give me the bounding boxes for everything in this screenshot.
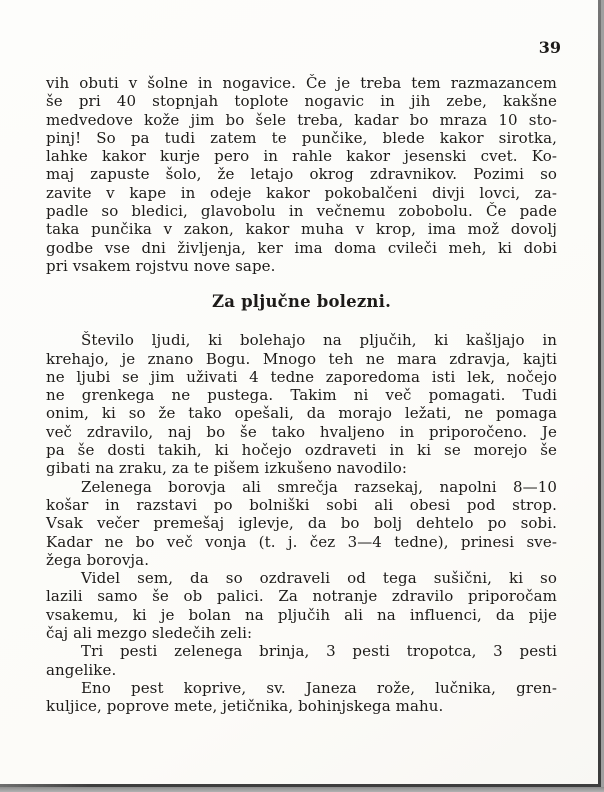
text-block xyxy=(46,74,557,716)
text-line: Videl sem, da so ozdraveli od tega sušični, ki so xyxy=(81,569,557,588)
page-number: 39 xyxy=(538,38,561,57)
text-line: Tri pesti zelenega brinja, 3 pesti tropotca, 3 pesti xyxy=(81,642,557,661)
text-line: godbe vse dni življenja, ker ima doma cvileči meh, ki dobi xyxy=(46,238,557,257)
text-line: maj zapuste šolo, že letajo okrog zdravnikov. Pozimi so xyxy=(46,165,557,184)
body-paragraph xyxy=(46,569,557,642)
text-line: gibati na zraku, za te pišem izkušeno navodilo: xyxy=(46,459,408,478)
body-paragraph xyxy=(46,331,557,477)
text-line: Kadar ne bo več vonja (t. j. čez 3—4 tedne), prinesi sve- xyxy=(46,532,557,551)
text-line: pri vsakem rojstvu nove sape. xyxy=(46,256,276,275)
text-line: Število ljudi, ki bolehajo na pljučih, ki kašljajo in xyxy=(81,331,557,350)
text-line: krehajo, je znano Bogu. Mnogo teh ne mara zdravja, kajti xyxy=(46,349,557,368)
text-line: kuljice, poprove mete, jetičnika, bohinjskega mahu. xyxy=(46,697,444,716)
text-line: onim, ki so že tako opešali, da morajo ležati, ne pomaga xyxy=(46,404,557,423)
text-line: medvedove kože jim bo šele treba, kadar bo mraza 10 sto- xyxy=(46,110,557,129)
text-line: ne grenkega ne pustega. Takim ni več pomagati. Tudi xyxy=(46,386,557,405)
body-paragraph xyxy=(46,478,557,569)
text-line: zavite v kape in odeje kakor pokobalčeni divji lovci, za- xyxy=(46,183,557,202)
text-line: vih obuti v šolne in nogavice. Če je treba tem razmazancem xyxy=(46,74,557,92)
text-line: taka punčika v zakon, kakor muha v krop, ima mož dovolj xyxy=(46,220,557,239)
text-line: pa še dosti takih, ki hočejo ozdraveti in ki se morejo še xyxy=(46,441,557,460)
section-heading: Za pljučne bolezni. xyxy=(211,292,392,312)
text-line: Zelenega borovja ali smrečja razsekaj, napolni 8—10 xyxy=(81,477,557,496)
text-line: Eno pest koprive, sv. Janeza rože, lučnika, gren- xyxy=(81,678,557,697)
text-line: pinj! So pa tudi zatem te punčike, blede kakor sirotka, xyxy=(46,128,557,147)
text-line: čaj ali mezgo sledečih zeli: xyxy=(46,624,253,643)
text-line: več zdravilo, naj bo še tako hvaljeno in priporočeno. Je xyxy=(46,422,557,441)
text-line: padle so bledici, glavobolu in večnemu zobobolu. Če pade xyxy=(46,202,557,221)
text-line: košar in razstavi po bolniški sobi ali obesi pod strop. xyxy=(46,495,557,514)
body-paragraph xyxy=(46,642,557,679)
text-line: Vsak večer premešaj iglevje, da bo bolj dehtelo po sobi. xyxy=(46,514,557,533)
text-line: vsakemu, ki je bolan na pljučih ali na influenci, da pije xyxy=(46,605,557,624)
body-paragraph xyxy=(46,74,557,275)
text-line: lazili samo še ob palici. Za notranje zdravilo priporočam xyxy=(46,587,557,606)
text-line: angelike. xyxy=(46,660,117,679)
text-line: žega borovja. xyxy=(46,550,150,569)
scan-outside-bottom xyxy=(0,787,604,792)
text-line: še pri 40 stopnjah toplote nogavic in jih zebe, kakšne xyxy=(46,92,557,111)
text-line: lahke kakor kurje pero in rahle kakor jesenski cvet. Ko- xyxy=(46,147,557,166)
body-paragraph xyxy=(46,679,557,716)
text-line: ne ljubi se jim uživati 4 tedne zaporedoma isti lek, nočejo xyxy=(46,367,557,386)
